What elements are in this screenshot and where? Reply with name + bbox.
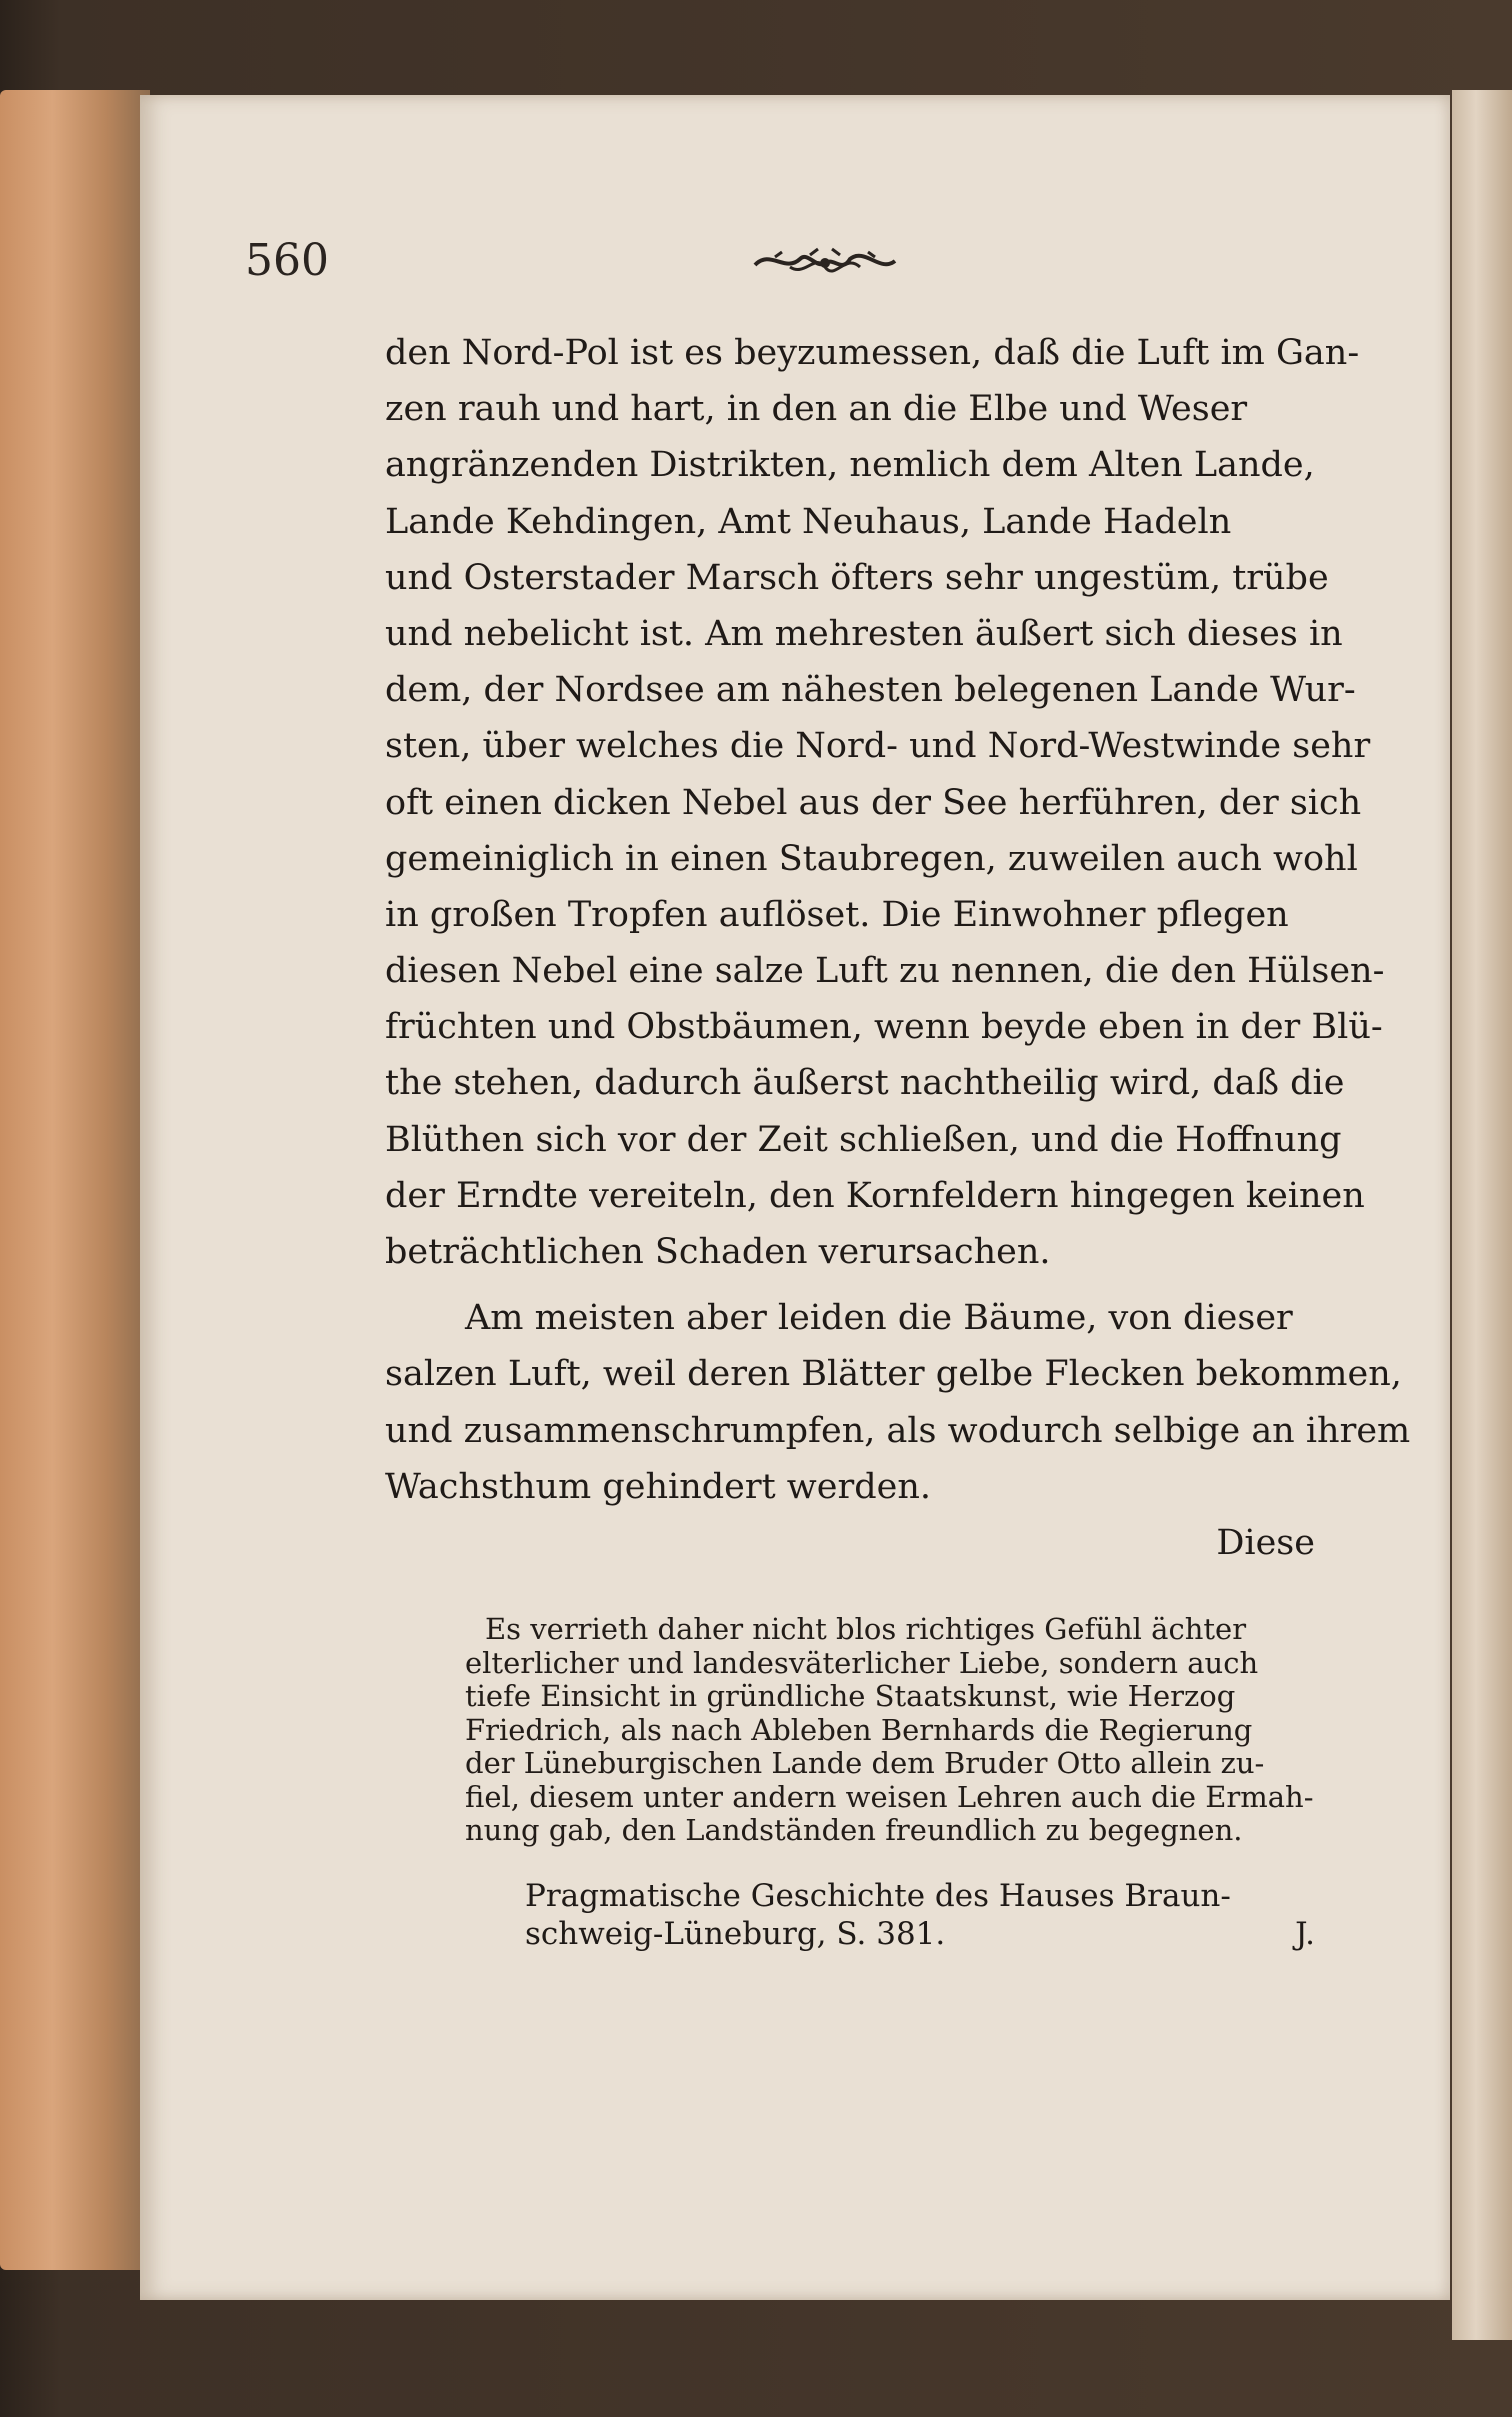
footnote-line: Es verrieth daher nicht blos richtiges Gefühl ächter — [485, 1612, 1247, 1646]
text-line: angränzenden Distrikten, nemlich dem Alten Lande, — [385, 445, 1315, 486]
text-line: zen rauh und hart, in den an die Elbe und Weser — [385, 389, 1248, 430]
footnote-line: Friedrich, als nach Ableben Bernhards die Regierung — [465, 1712, 1253, 1747]
footnote-source — [525, 1877, 1315, 1953]
source-title-cont: schweig-Lüneburg, S. 381. — [525, 1916, 946, 1952]
text-line: oft einen dicken Nebel aus der See herführen, der sich — [385, 782, 1362, 823]
text-line: Am meisten aber leiden die Bäume, von dieser — [465, 1298, 1293, 1339]
text-line: Blüthen sich vor der Zeit schließen, und die Hoffnung — [385, 1119, 1342, 1160]
page-header — [245, 235, 1325, 295]
footnote-line: elterlicher und landesväterlicher Liebe, sondern auch — [465, 1645, 1259, 1680]
source-line — [525, 1877, 1315, 1915]
main-text — [385, 325, 1411, 1571]
book-edge-right — [1452, 90, 1512, 2340]
text-line: den Nord-Pol ist es beyzumessen, daß die Luft im Gan- — [385, 333, 1360, 373]
text-line: der Erndte vereiteln, den Kornfeldern hingegen keinen — [385, 1175, 1365, 1216]
footnote — [465, 1613, 1315, 1848]
text-line: beträchtlichen Schaden verursachen. — [385, 1232, 1051, 1272]
text-line: und Osterstader Marsch öfters sehr ungestüm, trübe — [385, 557, 1329, 598]
vignette-ornament-icon — [750, 243, 900, 283]
book-edge-left — [0, 90, 150, 2270]
text-line: diesen Nebel eine salze Luft zu nennen, die den Hülsen- — [385, 951, 1385, 992]
footnote-line: fiel, diesem unter andern weisen Lehren auch die Ermah- — [465, 1779, 1314, 1814]
text-line: Wachsthum gehindert werden. — [385, 1466, 931, 1507]
text-line: und nebelicht ist. Am mehresten äußert sich dieses in — [385, 613, 1343, 654]
source-title: Pragmatische Geschichte des Hauses Braun- — [525, 1878, 1231, 1914]
text-line: the stehen, dadurch äußerst nachtheilig wird, daß die — [385, 1063, 1345, 1104]
catchword: Diese — [1216, 1522, 1315, 1563]
text-line: in großen Tropfen auflöset. Die Einwohner pflegen — [385, 894, 1289, 935]
page-number: 560 — [245, 235, 329, 286]
source-signature: J. — [1295, 1916, 1315, 1952]
text-line: gemeiniglich in einen Staubregen, zuweilen auch wohl — [385, 838, 1358, 879]
text-line: Lande Kehdingen, Amt Neuhaus, Lande Hadeln — [385, 501, 1232, 542]
text-line: salzen Luft, weil deren Blätter gelbe Flecken bekommen, — [385, 1354, 1402, 1395]
footnote-line: der Lüneburgischen Lande dem Bruder Otto allein zu- — [465, 1746, 1265, 1780]
text-line: früchten und Obstbäumen, wenn beyde eben in der Blü- — [385, 1007, 1383, 1048]
footnote-line: tiefe Einsicht in gründliche Staatskunst, wie Herzog — [465, 1679, 1236, 1713]
footnote-line: nung gab, den Landständen freundlich zu begegnen. — [465, 1813, 1243, 1847]
text-line: dem, der Nordsee am nähesten belegenen Lande Wur- — [385, 670, 1356, 711]
text-line: sten, über welches die Nord- und Nord-Westwinde sehr — [385, 726, 1371, 767]
text-line: und zusammenschrumpfen, als wodurch selbige an ihrem — [385, 1410, 1411, 1451]
source-line — [525, 1915, 1315, 1953]
